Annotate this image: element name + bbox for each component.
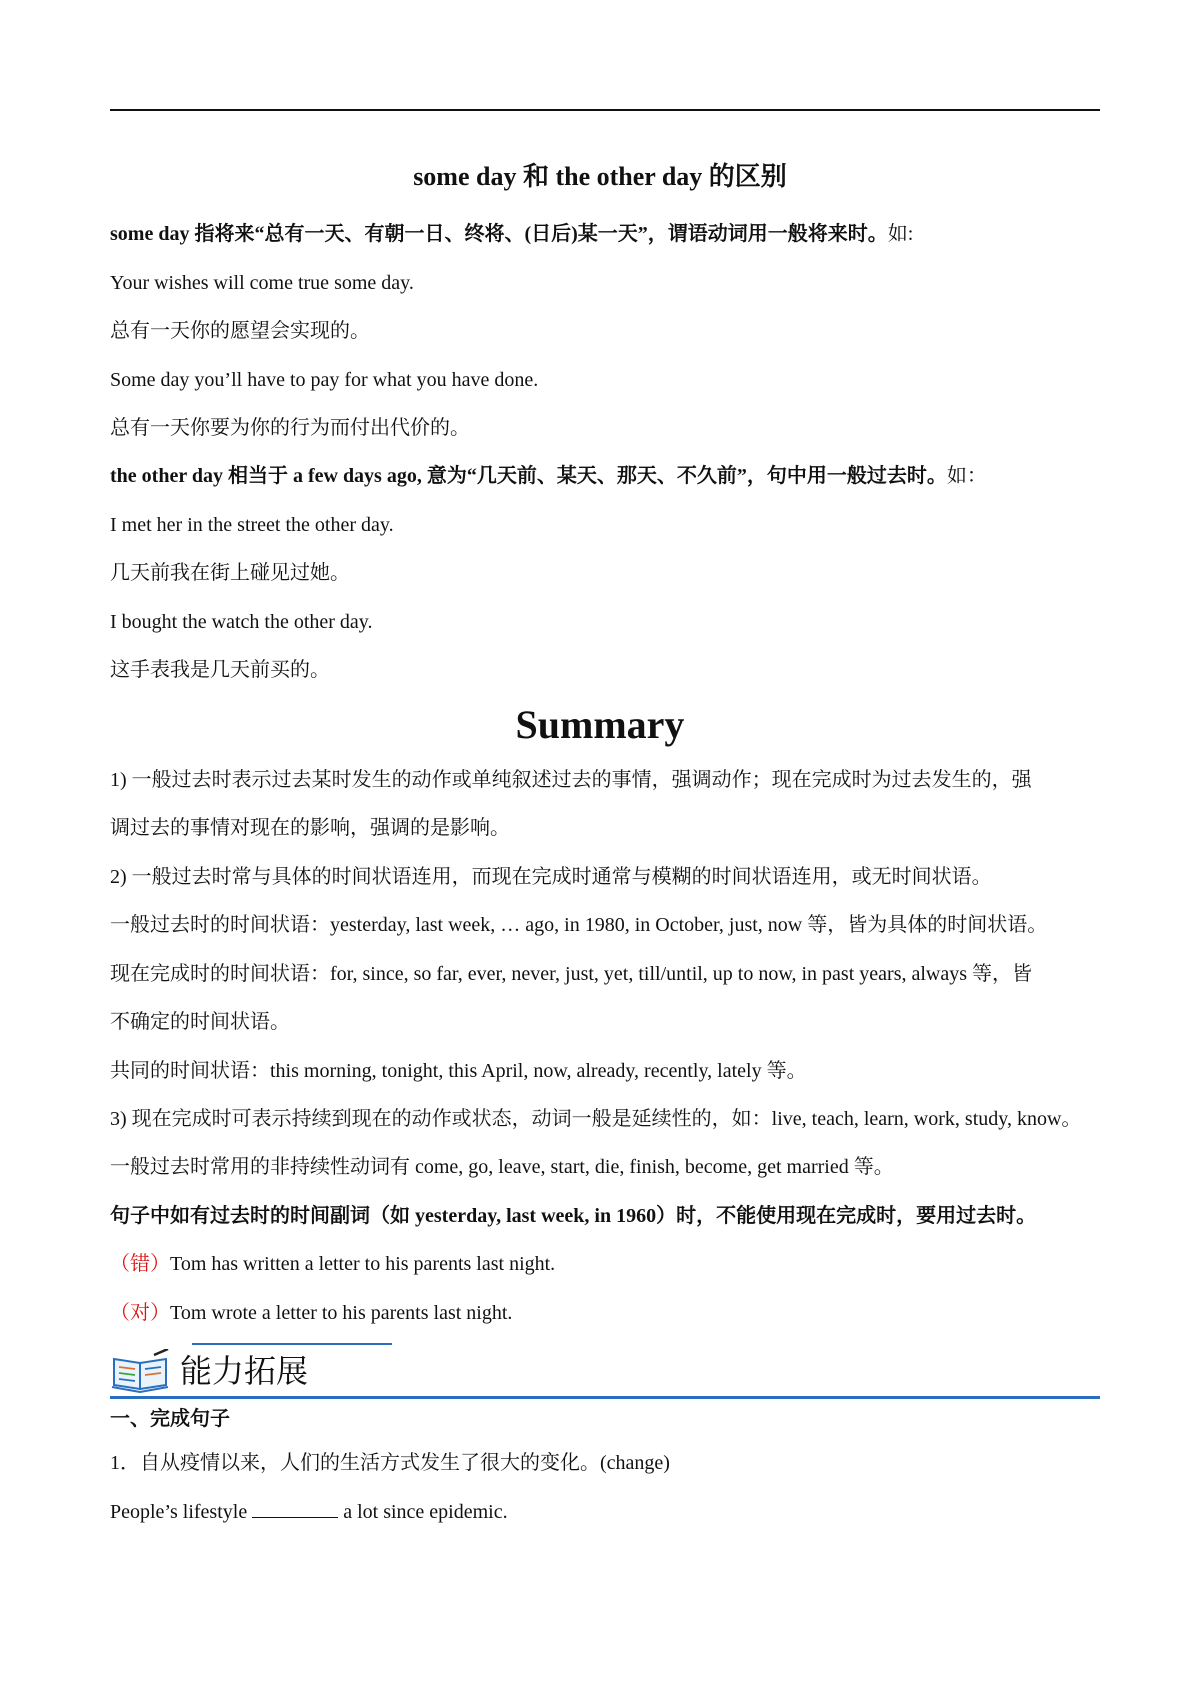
someday-definition <box>110 221 913 247</box>
example-sentence: Your wishes will come true some day. <box>110 272 414 294</box>
otherday-definition-tail: 如： <box>946 465 987 487</box>
question-1-prompt: 1．自从疫情以来，人们的生活方式发生了很大的变化。(change) <box>110 1452 670 1474</box>
open-book-icon <box>110 1349 172 1393</box>
summary-point-3-cont: 一般过去时常用的非持续性动词有 come, go, leave, start, die, finish, become, get married 等。 <box>110 1156 894 1178</box>
example-translation: 这手表我是几天前买的。 <box>110 659 330 681</box>
summary-point-3: 3) 现在完成时可表示持续到现在的动作或状态，动词一般是延续性的，如：live, teach, learn, work, study, know。 <box>110 1108 1082 1130</box>
summary-point-2-common-adverbials: 共同的时间状语：this morning, tonight, this April, now, already, recently, lately 等。 <box>110 1060 807 1082</box>
right-example <box>110 1300 512 1326</box>
answer-blank[interactable] <box>252 1499 338 1518</box>
someday-definition-tail: 如: <box>887 223 914 245</box>
extension-header <box>110 1343 1100 1399</box>
summary-point-2-perfect-adverbials-cont: 不确定的时间状语。 <box>110 1011 290 1033</box>
example-sentence: Some day you’ll have to pay for what you have done. <box>110 369 539 391</box>
example-translation: 总有一天你要为你的行为而付出代价的。 <box>110 417 470 439</box>
wrong-tag: （错） <box>110 1253 170 1275</box>
summary-point-1-cont: 调过去的事情对现在的影响，强调的是影响。 <box>110 817 510 839</box>
someday-definition-bold: some day 指将来“总有一天、有朝一日、终将、(日后)某一天”，谓语动词用一般将来时。 <box>110 223 888 245</box>
question-1-sentence <box>110 1499 508 1525</box>
summary-point-1: 1) 一般过去时表示过去某时发生的动作或单纯叙述过去的事情，强调动作；现在完成时为过去发生的，强 <box>110 769 1032 791</box>
wrong-example <box>110 1251 555 1277</box>
example-translation: 总有一天你的愿望会实现的。 <box>110 320 370 342</box>
section-title-someday: some day 和 the other day 的区别 <box>413 162 787 191</box>
wrong-sentence: Tom has written a letter to his parents last night. <box>170 1253 556 1275</box>
header-accent-line <box>192 1343 392 1345</box>
otherday-definition-bold: the other day 相当于 a few days ago, 意为“几天前、某天、那天、不久前”，句中用一般过去时。 <box>110 465 947 487</box>
extension-title: 能力拓展 <box>180 1352 309 1390</box>
top-divider <box>110 109 1100 111</box>
summary-point-2-perfect-adverbials: 现在完成时的时间状语：for, since, so far, ever, never, just, yet, till/until, up to now, in past years, always 等，皆 <box>110 963 1033 985</box>
summary-title: Summary <box>515 702 685 747</box>
question-1-before: People’s lifestyle <box>110 1501 253 1523</box>
right-tag: （对） <box>110 1302 170 1324</box>
exercise-section-label: 一、完成句子 <box>110 1408 230 1430</box>
summary-point-2-past-adverbials: 一般过去时的时间状语：yesterday, last week, … ago, in 1980, in October, just, now 等，皆为具体的时间状语。 <box>110 914 1048 936</box>
summary-rule: 句子中如有过去时的时间副词（如 yesterday, last week, in 1960）时，不能使用现在完成时，要用过去时。 <box>110 1205 1037 1227</box>
summary-point-2: 2) 一般过去时常与具体的时间状语连用，而现在完成时通常与模糊的时间状语连用，或无时间状语。 <box>110 866 992 888</box>
example-translation: 几天前我在街上碰见过她。 <box>110 562 350 584</box>
question-1-after: a lot since epidemic. <box>338 1501 508 1523</box>
otherday-definition <box>110 463 987 489</box>
example-sentence: I bought the watch the other day. <box>110 611 373 633</box>
right-sentence: Tom wrote a letter to his parents last night. <box>170 1302 513 1324</box>
header-underline <box>110 1396 1100 1399</box>
example-sentence: I met her in the street the other day. <box>110 514 394 536</box>
